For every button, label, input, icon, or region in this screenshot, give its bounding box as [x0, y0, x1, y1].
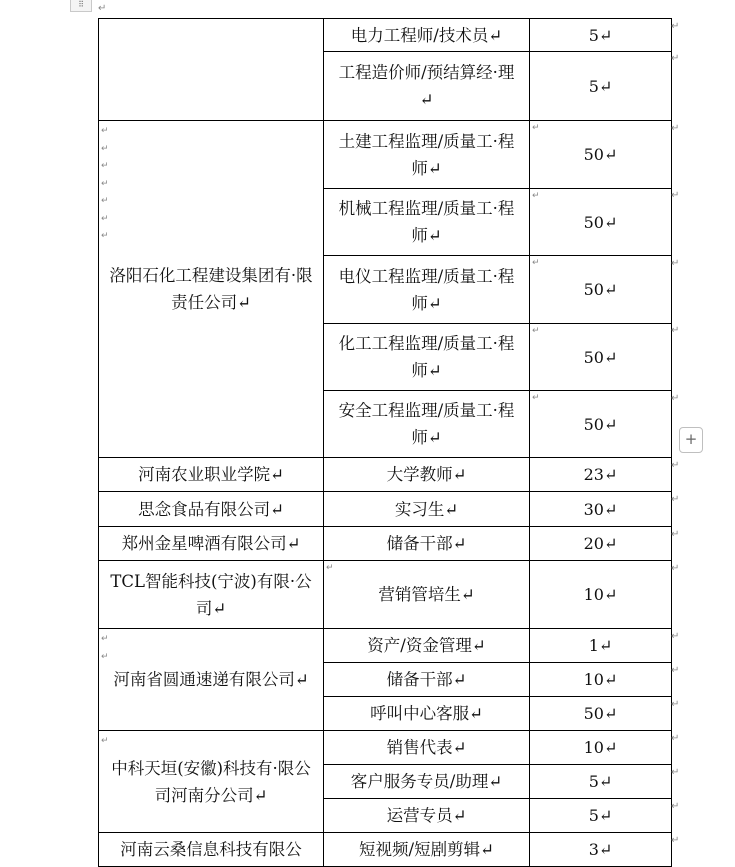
cell-mark: ↵ — [532, 393, 540, 403]
company-cell[interactable]: 郑州金星啤酒有限公司↵ — [99, 527, 324, 561]
count-cell[interactable]: 5↵ — [530, 52, 672, 121]
row-end-mark: ↵ — [671, 494, 680, 505]
company-cell[interactable]: 河南云桑信息科技有限公 — [99, 833, 324, 867]
empty-paragraph-marks: ↵ ↵ — [101, 634, 109, 662]
position-cell[interactable]: 安全工程监理/质量工·程师↵ — [324, 391, 530, 458]
row-end-mark: ↵ — [671, 835, 680, 846]
table-row — [99, 492, 672, 527]
row-end-mark: ↵ — [671, 767, 680, 778]
count-cell[interactable] — [530, 121, 672, 189]
position-cell[interactable]: 实习生↵ — [324, 492, 530, 527]
company-name: 河南省圆通速递有限公司↵ — [113, 670, 309, 689]
company-cell[interactable] — [99, 731, 324, 833]
count-cell[interactable] — [530, 256, 672, 324]
row-end-mark: ↵ — [671, 631, 680, 642]
company-cell[interactable] — [99, 121, 324, 458]
position-cell[interactable]: 运营专员↵ — [324, 799, 530, 833]
paragraph-mark: ↵ — [98, 3, 107, 14]
count-cell[interactable]: 3↵ — [530, 833, 672, 867]
position-cell[interactable]: 呼叫中心客服↵ — [324, 697, 530, 731]
company-name: 洛阳石化工程建设集团有·限责任公司↵ — [109, 266, 313, 312]
position-cell[interactable]: 电仪工程监理/质量工·程师↵ — [324, 256, 530, 324]
recruitment-table — [98, 18, 672, 867]
position-cell[interactable]: 工程造价师/预结算经·理↵ — [324, 52, 530, 121]
position-cell[interactable]: 机械工程监理/质量工·程师↵ — [324, 189, 530, 256]
add-row-button[interactable]: + — [679, 427, 703, 453]
position-cell[interactable]: 大学教师↵ — [324, 458, 530, 492]
count-cell[interactable] — [530, 189, 672, 256]
row-end-mark: ↵ — [671, 123, 680, 134]
position-cell[interactable]: 资产/资金管理↵ — [324, 629, 530, 663]
cell-mark: ↵ — [532, 258, 540, 268]
count-cell[interactable]: 23↵ — [530, 458, 672, 492]
row-end-mark: ↵ — [671, 325, 680, 336]
row-end-mark: ↵ — [671, 665, 680, 676]
count-cell[interactable] — [530, 391, 672, 458]
row-end-mark: ↵ — [671, 563, 680, 574]
table-row — [99, 121, 672, 189]
count-cell[interactable]: 5↵ — [530, 765, 672, 799]
row-end-mark: ↵ — [671, 53, 680, 64]
count-value: 50↵ — [583, 347, 618, 367]
row-end-mark: ↵ — [671, 699, 680, 710]
empty-paragraph-marks: ↵ — [101, 736, 109, 746]
row-end-mark: ↵ — [671, 258, 680, 269]
row-end-mark: ↵ — [671, 21, 680, 32]
table-row — [99, 19, 672, 52]
position-cell[interactable]: 储备干部↵ — [324, 663, 530, 697]
count-cell[interactable]: 50↵ — [530, 697, 672, 731]
position-cell[interactable] — [324, 561, 530, 629]
row-end-mark: ↵ — [671, 393, 680, 404]
company-cell[interactable]: 思念食品有限公司↵ — [99, 492, 324, 527]
count-cell[interactable]: 1↵ — [530, 629, 672, 663]
row-end-mark: ↵ — [671, 190, 680, 201]
cell-mark: ↵ — [532, 326, 540, 336]
count-cell[interactable]: 10↵ — [530, 731, 672, 765]
table-row — [99, 561, 672, 629]
count-value: 50↵ — [583, 280, 618, 299]
position-cell[interactable]: 电力工程师/技术员↵ — [324, 19, 530, 52]
position-cell[interactable]: 化工工程监理/质量工·程师↵ — [324, 324, 530, 391]
count-cell[interactable]: 5↵ — [530, 19, 672, 52]
count-cell[interactable]: 10↵ — [530, 561, 672, 629]
row-end-mark: ↵ — [671, 529, 680, 540]
table-row — [99, 458, 672, 492]
position-value: 营销管培生↵ — [378, 585, 475, 604]
count-cell[interactable] — [530, 324, 672, 391]
cell-mark: ↵ — [326, 563, 334, 573]
table-row — [99, 833, 672, 867]
company-name: 中科天垣(安徽)科技有·限公司河南分公司↵ — [111, 758, 311, 805]
count-value: 50↵ — [583, 212, 618, 232]
position-cell[interactable]: 储备干部↵ — [324, 527, 530, 561]
company-cell[interactable]: TCL智能科技(宁波)有限·公司↵ — [99, 561, 324, 629]
empty-paragraph-marks: ↵ ↵ ↵ ↵ ↵ ↵ ↵ — [101, 126, 109, 241]
table-row — [99, 731, 672, 765]
position-cell[interactable]: 短视频/短剧剪辑↵ — [324, 833, 530, 867]
table-row — [99, 629, 672, 663]
count-cell[interactable]: 5↵ — [530, 799, 672, 833]
company-cell[interactable] — [99, 19, 324, 121]
cell-mark: ↵ — [532, 191, 540, 201]
row-end-mark: ↵ — [671, 733, 680, 744]
position-cell[interactable]: 土建工程监理/质量工·程师↵ — [324, 121, 530, 189]
table-move-handle[interactable]: ⠿ — [70, 0, 92, 12]
row-end-mark: ↵ — [671, 801, 680, 812]
position-cell[interactable]: 销售代表↵ — [324, 731, 530, 765]
company-cell[interactable]: 河南农业职业学院↵ — [99, 458, 324, 492]
count-value: 50↵ — [583, 145, 618, 164]
row-end-mark: ↵ — [671, 460, 680, 471]
count-value: 50↵ — [583, 414, 618, 434]
count-cell[interactable]: 10↵ — [530, 663, 672, 697]
cell-mark: ↵ — [532, 123, 540, 133]
count-cell[interactable]: 20↵ — [530, 527, 672, 561]
position-cell[interactable]: 客户服务专员/助理↵ — [324, 765, 530, 799]
table-row — [99, 527, 672, 561]
company-cell[interactable] — [99, 629, 324, 731]
count-cell[interactable]: 30↵ — [530, 492, 672, 527]
